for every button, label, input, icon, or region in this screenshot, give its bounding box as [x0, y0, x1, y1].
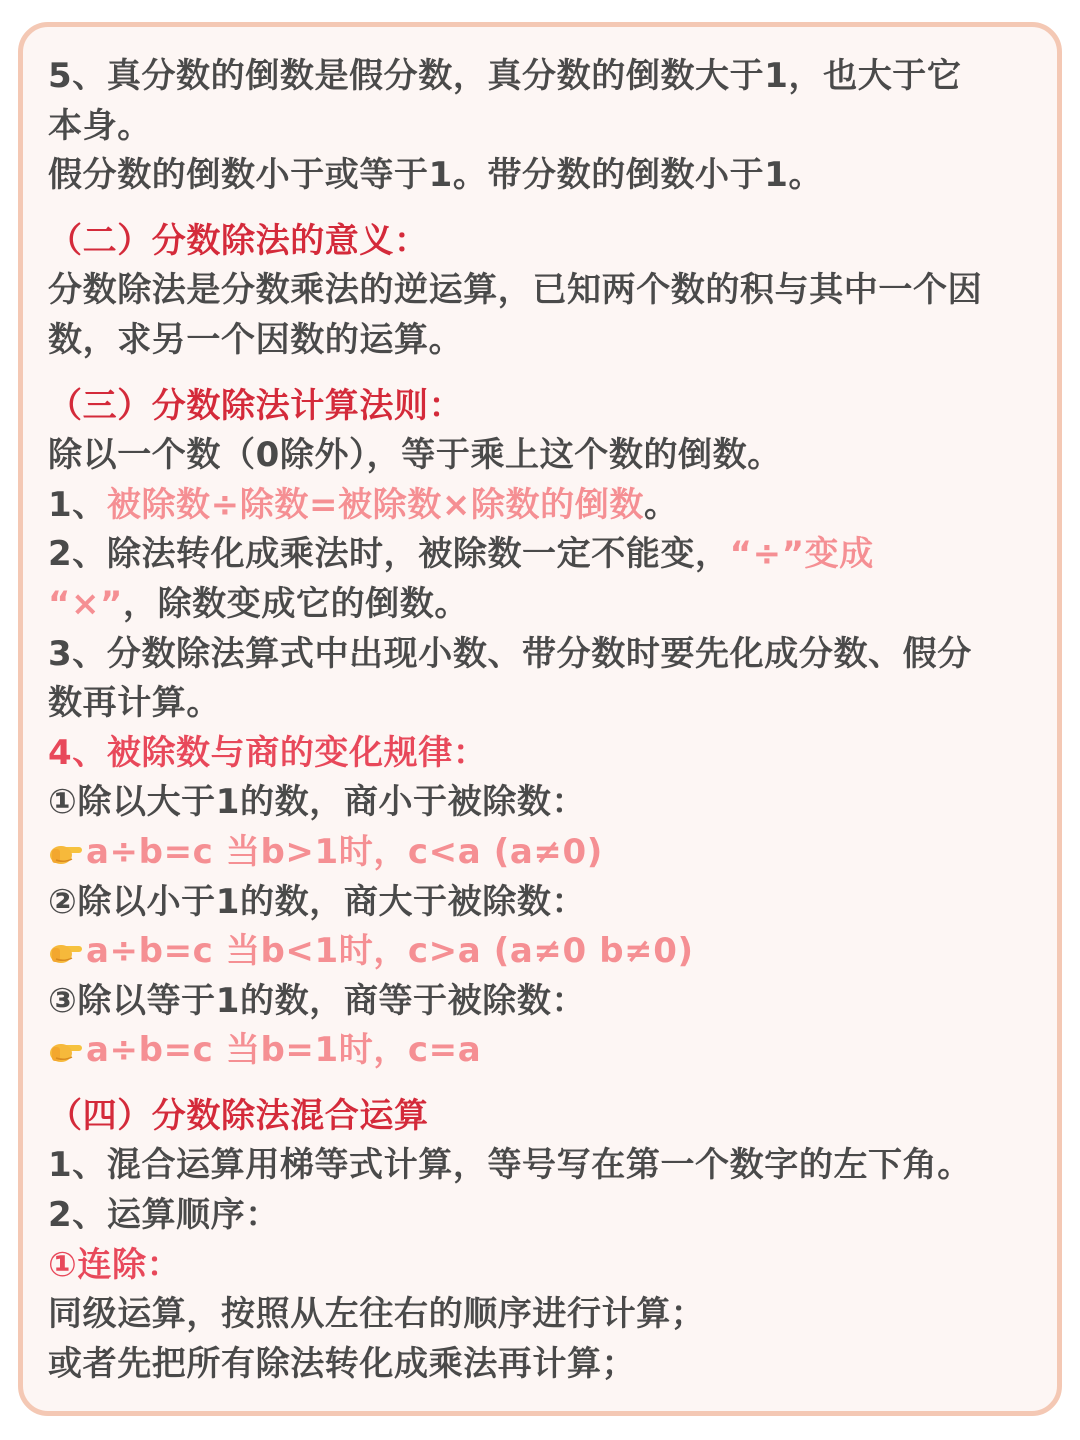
- rule-number: 1、: [48, 484, 107, 525]
- case-line-1: ①除以大于1的数，商小于被除数：: [48, 782, 587, 823]
- rule-text: 2、除法转化成乘法时，被除数一定不能变，: [48, 534, 730, 575]
- formula-text: a÷b=c 当b=1时，c=a: [86, 1030, 482, 1071]
- rule-highlight: “÷”变成: [729, 534, 874, 575]
- rule-end: 。: [643, 484, 679, 525]
- note-content: [48, 52, 1038, 1389]
- section-heading-4: （四）分数除法混合运算: [48, 1095, 429, 1136]
- formula-line-3: [48, 1026, 1038, 1076]
- text-line: 分数除法是分数乘法的逆运算，已知两个数的积与其中一个因: [48, 270, 983, 311]
- rule-line-1: [48, 481, 1038, 531]
- formula-text: a÷b=c 当b<1时，c>a (a≠0 b≠0): [86, 931, 694, 972]
- backhand-index-pointing-right-icon: [48, 936, 84, 966]
- formula-line-2: [48, 927, 1038, 977]
- text-line: 5、真分数的倒数是假分数，真分数的倒数大于1，也大于它: [48, 56, 962, 96]
- formula-text: a÷b=c 当b>1时，c<a (a≠0): [86, 831, 603, 872]
- subsection-heading: 4、被除数与商的变化规律：: [48, 732, 488, 773]
- case-line-2: ②除以小于1的数，商大于被除数：: [48, 881, 587, 922]
- formula-line-1: [48, 828, 1038, 878]
- rule-line-2: [48, 530, 1038, 580]
- backhand-index-pointing-right-icon: [48, 837, 84, 867]
- text-line: 假分数的倒数小于或等于1。带分数的倒数小于1。: [48, 155, 824, 196]
- text-line: 或者先把所有除法转化成乘法再计算；: [48, 1343, 637, 1384]
- case-line-3: ③除以等于1的数，商等于被除数：: [48, 980, 587, 1021]
- rule-line-2-cont: [48, 580, 1038, 630]
- rule-text: ，除数变成它的倒数。: [122, 583, 469, 624]
- rule-highlight: “×”: [48, 583, 123, 624]
- text-line: 3、分数除法算式中出现小数、带分数时要先化成分数、假分: [48, 633, 972, 674]
- rule-formula: 被除数÷除数=被除数×除数的倒数: [106, 484, 644, 525]
- subsection-heading: ①连除：: [48, 1244, 182, 1285]
- text-line: 2、运算顺序：: [48, 1195, 280, 1236]
- backhand-index-pointing-right-icon: [48, 1035, 84, 1065]
- section-heading-2: （二）分数除法的意义：: [48, 220, 429, 261]
- text-line: 1、混合运算用梯等式计算，等号写在第一个数字的左下角。: [48, 1145, 972, 1186]
- text-line: 同级运算，按照从左往右的顺序进行计算；: [48, 1294, 706, 1335]
- text-line: 除以一个数（0除外），等于乘上这个数的倒数。: [48, 435, 782, 476]
- section-heading-3: （三）分数除法计算法则：: [48, 385, 464, 426]
- text-line: 本身。: [48, 105, 152, 146]
- text-line: 数再计算。: [48, 683, 221, 724]
- text-line: 数，求另一个因数的运算。: [48, 319, 464, 360]
